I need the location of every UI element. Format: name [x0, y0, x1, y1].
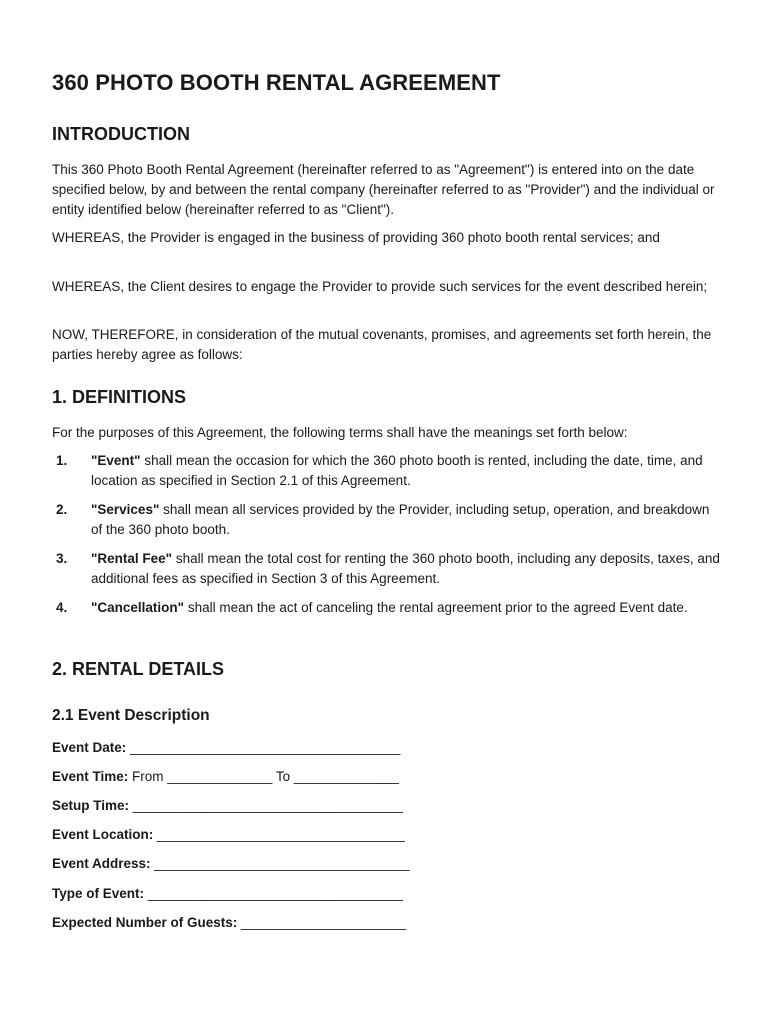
setup-time-label: Setup Time:: [52, 798, 130, 813]
setup-time-blank[interactable]: ____________________________________: [129, 798, 404, 813]
definition-text: shall mean the act of canceling the rental agreement prior to the agreed Event date.: [184, 600, 688, 615]
intro-paragraph-4: NOW, THEREFORE, in consideration of the mutual covenants, promises, and agreements set forth herein, the parties hereby agree as follows:: [52, 327, 712, 362]
type-of-event-field[interactable]: [52, 884, 403, 904]
definition-number: 2.: [56, 502, 68, 517]
intro-paragraph-2: WHEREAS, the Provider is engaged in the business of providing 360 photo booth rental services; and: [52, 230, 660, 245]
event-address-blank[interactable]: __________________________________: [150, 856, 410, 871]
type-of-event-blank[interactable]: __________________________________: [144, 886, 404, 901]
document-title: 360 PHOTO BOOTH RENTAL AGREEMENT: [52, 70, 501, 95]
rental-details-heading: 2. RENTAL DETAILS: [52, 659, 225, 679]
definition-item: [52, 500, 722, 540]
introduction-heading: INTRODUCTION: [52, 124, 190, 144]
definition-item: [52, 549, 722, 589]
definition-number: 3.: [56, 551, 68, 566]
expected-guests-blank[interactable]: ______________________: [237, 915, 407, 930]
intro-paragraph-3: WHEREAS, the Client desires to engage the Provider to provide such services for the event described herein;: [52, 279, 708, 294]
definition-number: 4.: [56, 600, 68, 615]
expected-guests-label: Expected Number of Guests:: [52, 915, 238, 930]
definition-item: [52, 598, 722, 618]
event-time-blank[interactable]: From ______________ To ______________: [128, 769, 400, 784]
event-time-label: Event Time:: [52, 769, 129, 784]
definition-text: shall mean the total cost for renting the 360 photo booth, including any deposits, taxes, and additional fees as specified in Section 3 of this Agreement.: [91, 551, 720, 586]
definition-number: 1.: [56, 453, 68, 468]
event-description-subheading: 2.1 Event Description: [52, 707, 210, 724]
definition-term: "Rental Fee": [91, 551, 173, 566]
definitions-intro: For the purposes of this Agreement, the following terms shall have the meanings set forth below:: [52, 425, 628, 440]
event-address-label: Event Address:: [52, 856, 151, 871]
definition-item: [52, 451, 722, 491]
event-location-label: Event Location:: [52, 827, 154, 842]
definition-term: "Cancellation": [91, 600, 185, 615]
definition-term: "Services": [91, 502, 160, 517]
event-date-blank[interactable]: ____________________________________: [126, 740, 401, 755]
definition-term: "Event": [91, 453, 141, 468]
event-date-field[interactable]: [52, 738, 400, 758]
event-location-field[interactable]: [52, 825, 405, 845]
definition-text: shall mean the occasion for which the 360 photo booth is rented, including the date, time, and location as specified in Section 2.1 of this Agreement.: [91, 453, 703, 488]
intro-paragraph-1: This 360 Photo Booth Rental Agreement (hereinafter referred to as "Agreement") is entered into on the date specified below, by and between the rental company (hereinafter referred to as "Provider") and the individual or entity identified below (hereinafter referred to as "Client").: [52, 162, 715, 217]
event-location-blank[interactable]: _________________________________: [153, 827, 405, 842]
event-date-label: Event Date:: [52, 740, 127, 755]
event-time-field[interactable]: [52, 767, 399, 787]
setup-time-field[interactable]: [52, 796, 403, 816]
definitions-list: [52, 451, 722, 627]
definitions-heading: 1. DEFINITIONS: [52, 387, 187, 407]
type-of-event-label: Type of Event:: [52, 886, 145, 901]
definition-text: shall mean all services provided by the Provider, including setup, operation, and breakdown of the 360 photo booth.: [91, 502, 710, 537]
event-address-field[interactable]: [52, 854, 410, 874]
expected-guests-field[interactable]: [52, 913, 406, 933]
